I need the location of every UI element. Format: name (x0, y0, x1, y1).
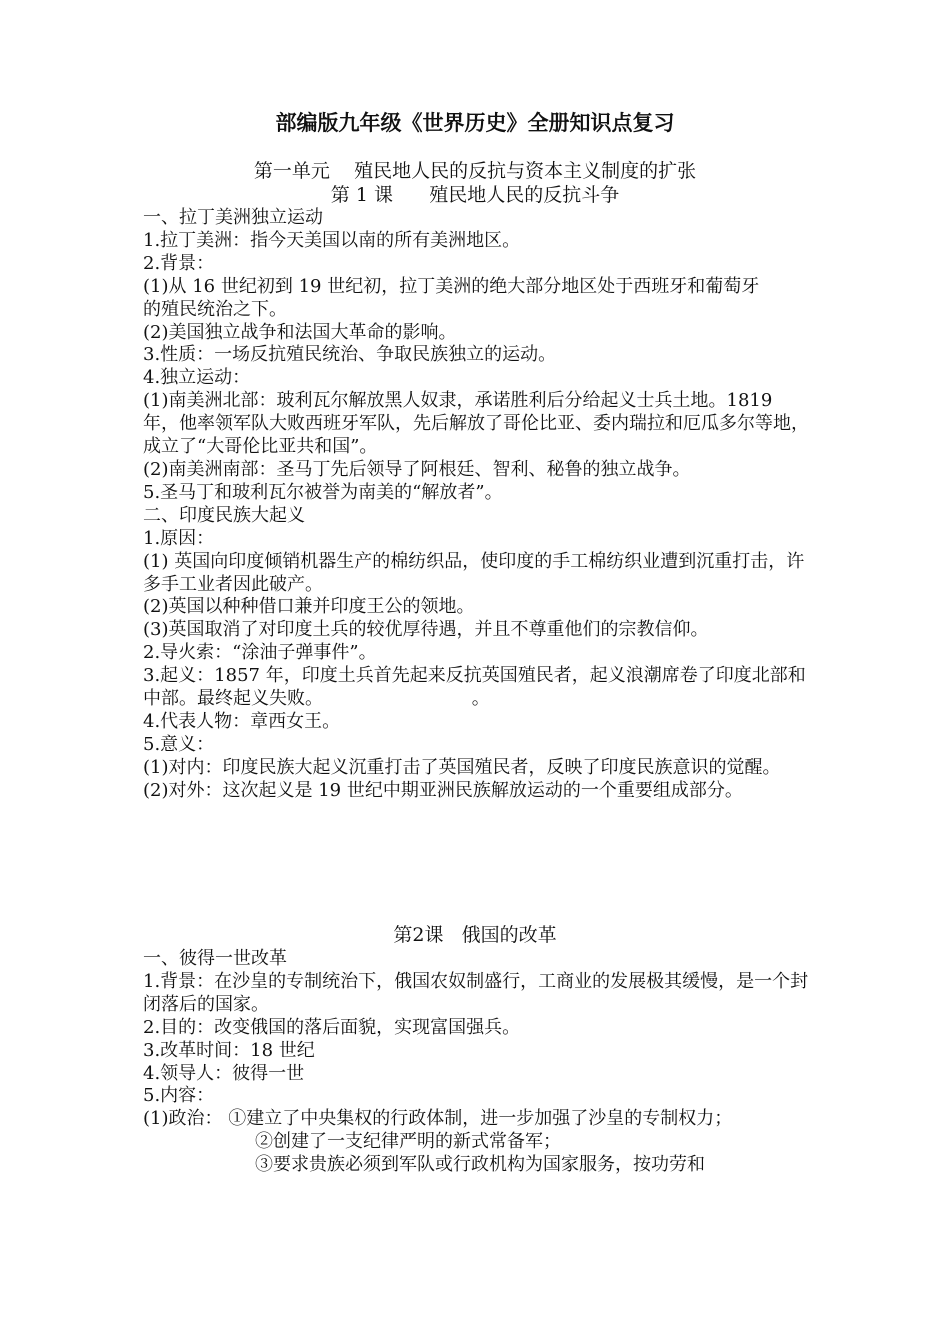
paragraph: (1)从 16 世纪初到 19 世纪初，拉丁美洲的绝大部分地区处于西班牙和葡萄牙 的殖民统治之下。 (143, 275, 891, 320)
paragraph: (1)对内：印度民族大起义沉重打击了英国殖民者，反映了印度民族意识的觉醒。 (143, 756, 781, 778)
section-heading-india: 二、印度民族大起义 (143, 504, 305, 526)
paragraph: 2.导火索：“涂油子弹事件”。 (143, 642, 377, 664)
paragraph: 5.意义： (143, 733, 215, 755)
document-title: 部编版九年级《世界历史》全册知识点复习 (275, 111, 675, 135)
paragraph: 3.起义：1857 年，印度土兵首先起来反抗英国殖民者，起义浪潮席卷了印度北部和中部。最终起义失败。 。 (143, 665, 806, 710)
section-heading-peter-reform: 一、彼得一世改革 (143, 948, 287, 969)
unit-title: 第一单元 殖民地人民的反抗与资本主义制度的扩张 (253, 160, 697, 182)
paragraph: 2.目的：改变俄国的落后面貌，实现富国强兵。 (143, 1016, 521, 1038)
paragraph: (2)英国以种种借口兼并印度王公的领地。 (143, 596, 475, 618)
paragraph: 5.圣马丁和玻利瓦尔被誉为南美的“解放者”。 (143, 481, 503, 503)
paragraph: (1)南美洲北部：玻利瓦尔解放黑人奴隶，承诺胜利后分给起义士兵土地。1819 年，他率领军队大败西班牙军队，先后解放了哥伦比亚、委内瑞拉和厄瓜多尔等地，成立了“大哥伦比亚共和国”。 (143, 390, 809, 458)
indented-item: ③要求贵族必须到军队或行政机构为国家服务，按功劳和 (255, 1154, 705, 1176)
lesson-2-title: 第2课 俄国的改革 (393, 924, 557, 946)
lesson-1-body (143, 207, 891, 803)
paragraph: (2)南美洲南部：圣马丁先后领导了阿根廷、智利、秘鲁的独立战争。 (143, 458, 691, 480)
paragraph: 3.改革时间：18 世纪 (143, 1039, 315, 1061)
paragraph: (2)美国独立战争和法国大革命的影响。 (143, 321, 457, 343)
paragraph: (1)政治： ①建立了中央集权的行政体制，进一步加强了沙皇的专制权力； (143, 1108, 733, 1130)
section-heading-latin-america: 一、拉丁美洲独立运动 (143, 207, 323, 228)
lesson-2-body (143, 948, 813, 1177)
paragraph: 1.拉丁美洲：指今天美国以南的所有美洲地区。 (143, 229, 521, 251)
paragraph: 5.内容： (143, 1085, 215, 1107)
paragraph: 1.背景：在沙皇的专制统治下，俄国农奴制盛行，工商业的发展极其缓慢，是一个封闭落后的国家。 (143, 970, 809, 1015)
paragraph: 3.性质：一场反抗殖民统治、争取民族独立的运动。 (143, 344, 557, 366)
paragraph: 4.独立运动： (143, 367, 251, 389)
paragraph: 2.背景： (143, 252, 215, 274)
paragraph: (3)英国取消了对印度土兵的较优厚待遇，并且不尊重他们的宗教信仰。 (143, 619, 709, 641)
indented-item: ②创建了一支纪律严明的新式常备军； (255, 1131, 561, 1153)
paragraph: 4.领导人：彼得一世 (143, 1062, 305, 1084)
paragraph: (1) 英国向印度倾销机器生产的棉纺织品，使印度的手工棉纺织业遭到沉重打击，许多手工业者因此破产。 (143, 550, 805, 595)
lesson-1-title: 第 1 课 殖民地人民的反抗斗争 (330, 184, 620, 206)
paragraph: 1.原因： (143, 527, 215, 549)
paragraph: 4.代表人物：章西女王。 (143, 710, 341, 732)
paragraph: (2)对外：这次起义是 19 世纪中期亚洲民族解放运动的一个重要组成部分。 (143, 779, 743, 801)
